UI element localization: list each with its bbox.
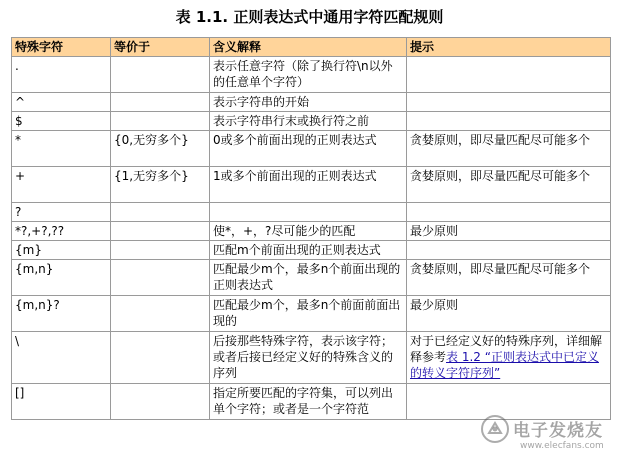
- cell-equiv: [111, 203, 210, 222]
- cell-char: ^: [12, 93, 111, 112]
- cell-equiv: [111, 241, 210, 260]
- cell-hint: 贪婪原则，即尽量匹配尽可能多个: [407, 260, 611, 296]
- cell-equiv: {0,无穷多个}: [111, 131, 210, 167]
- header-hint: 提示: [407, 38, 611, 57]
- cell-char: ?: [12, 203, 111, 222]
- cell-hint: [407, 112, 611, 131]
- cell-meaning: 表示字符串的开始: [210, 93, 407, 112]
- cell-hint: [407, 332, 611, 384]
- cell-meaning: 指定所要匹配的字符集，可以列出单个字符；或者是一个字符范: [210, 384, 407, 420]
- cell-meaning: 表示任意字符（除了换行符\n以外的任意单个字符）: [210, 57, 407, 93]
- table-row: [12, 241, 611, 260]
- watermark-text: 电子发烧友: [513, 421, 603, 441]
- cell-meaning: 后接那些特殊字符，表示该字符；或者后接已经定义好的特殊含义的序列: [210, 332, 407, 384]
- cell-char: *: [12, 131, 111, 167]
- cell-equiv: [111, 296, 210, 332]
- cell-equiv: [111, 260, 210, 296]
- cell-char: $: [12, 112, 111, 131]
- cell-char: \: [12, 332, 111, 384]
- cell-hint: 最少原则: [407, 222, 611, 241]
- header-special-char: 特殊字符: [12, 38, 111, 57]
- table-row: [12, 57, 611, 93]
- cell-char: {m}: [12, 241, 111, 260]
- cell-hint: [407, 241, 611, 260]
- table-row: [12, 332, 611, 384]
- table-1-2-reference-link[interactable]: 表 1.2 “正则表达式中已定义的转义字符序列”: [410, 350, 599, 380]
- cell-char: {m,n}?: [12, 296, 111, 332]
- cell-meaning: 使*，+，?尽可能少的匹配: [210, 222, 407, 241]
- header-meaning: 含义解释: [210, 38, 407, 57]
- cell-meaning: 1或多个前面出现的正则表达式: [210, 167, 407, 203]
- cell-meaning: 0或多个前面出现的正则表达式: [210, 131, 407, 167]
- cell-hint: [407, 93, 611, 112]
- cell-char: []: [12, 384, 111, 420]
- cell-hint: 贪婪原则，即尽量匹配尽可能多个: [407, 167, 611, 203]
- table-title: 表 1.1. 正则表达式中通用字符匹配规则: [175, 8, 444, 26]
- table-row: [12, 167, 611, 203]
- hint-text: 对于已经定义好的特殊序列，详细解释参考: [410, 334, 603, 364]
- cell-hint: 最少原则: [407, 296, 611, 332]
- cell-meaning: 匹配最少m个，最多n个前面前面出现的: [210, 296, 407, 332]
- table-row: [12, 93, 611, 112]
- cell-char: *?,+?,??: [12, 222, 111, 241]
- table-row: [12, 296, 611, 332]
- cell-char: {m,n}: [12, 260, 111, 296]
- cell-equiv: [111, 93, 210, 112]
- cell-equiv: [111, 332, 210, 384]
- table-row: [12, 384, 611, 420]
- cell-hint: [407, 384, 611, 420]
- cell-equiv: [111, 384, 210, 420]
- table-row: [12, 131, 611, 167]
- table-row: [12, 260, 611, 296]
- cell-hint: [407, 203, 611, 222]
- table-row: [12, 112, 611, 131]
- table-row: [12, 222, 611, 241]
- cell-equiv: [111, 112, 210, 131]
- cell-equiv: [111, 222, 210, 241]
- watermark-url: www.elecfans.com: [520, 441, 604, 451]
- table-row: [12, 203, 611, 222]
- cell-char: .: [12, 57, 111, 93]
- cell-meaning: [210, 203, 407, 222]
- cell-meaning: 匹配最少m个，最多n个前面出现的正则表达式: [210, 260, 407, 296]
- cell-hint: [407, 57, 611, 93]
- cell-meaning: 表示字符串行末或换行符之前: [210, 112, 407, 131]
- cell-char: +: [12, 167, 111, 203]
- cell-equiv: {1,无穷多个}: [111, 167, 210, 203]
- cell-meaning: 匹配m个前面出现的正则表达式: [210, 241, 407, 260]
- table-header-row: [12, 38, 611, 57]
- cell-equiv: [111, 57, 210, 93]
- regex-rules-table: [11, 37, 611, 420]
- header-equivalent: 等价于: [111, 38, 210, 57]
- cell-hint: 贪婪原则，即尽量匹配尽可能多个: [407, 131, 611, 167]
